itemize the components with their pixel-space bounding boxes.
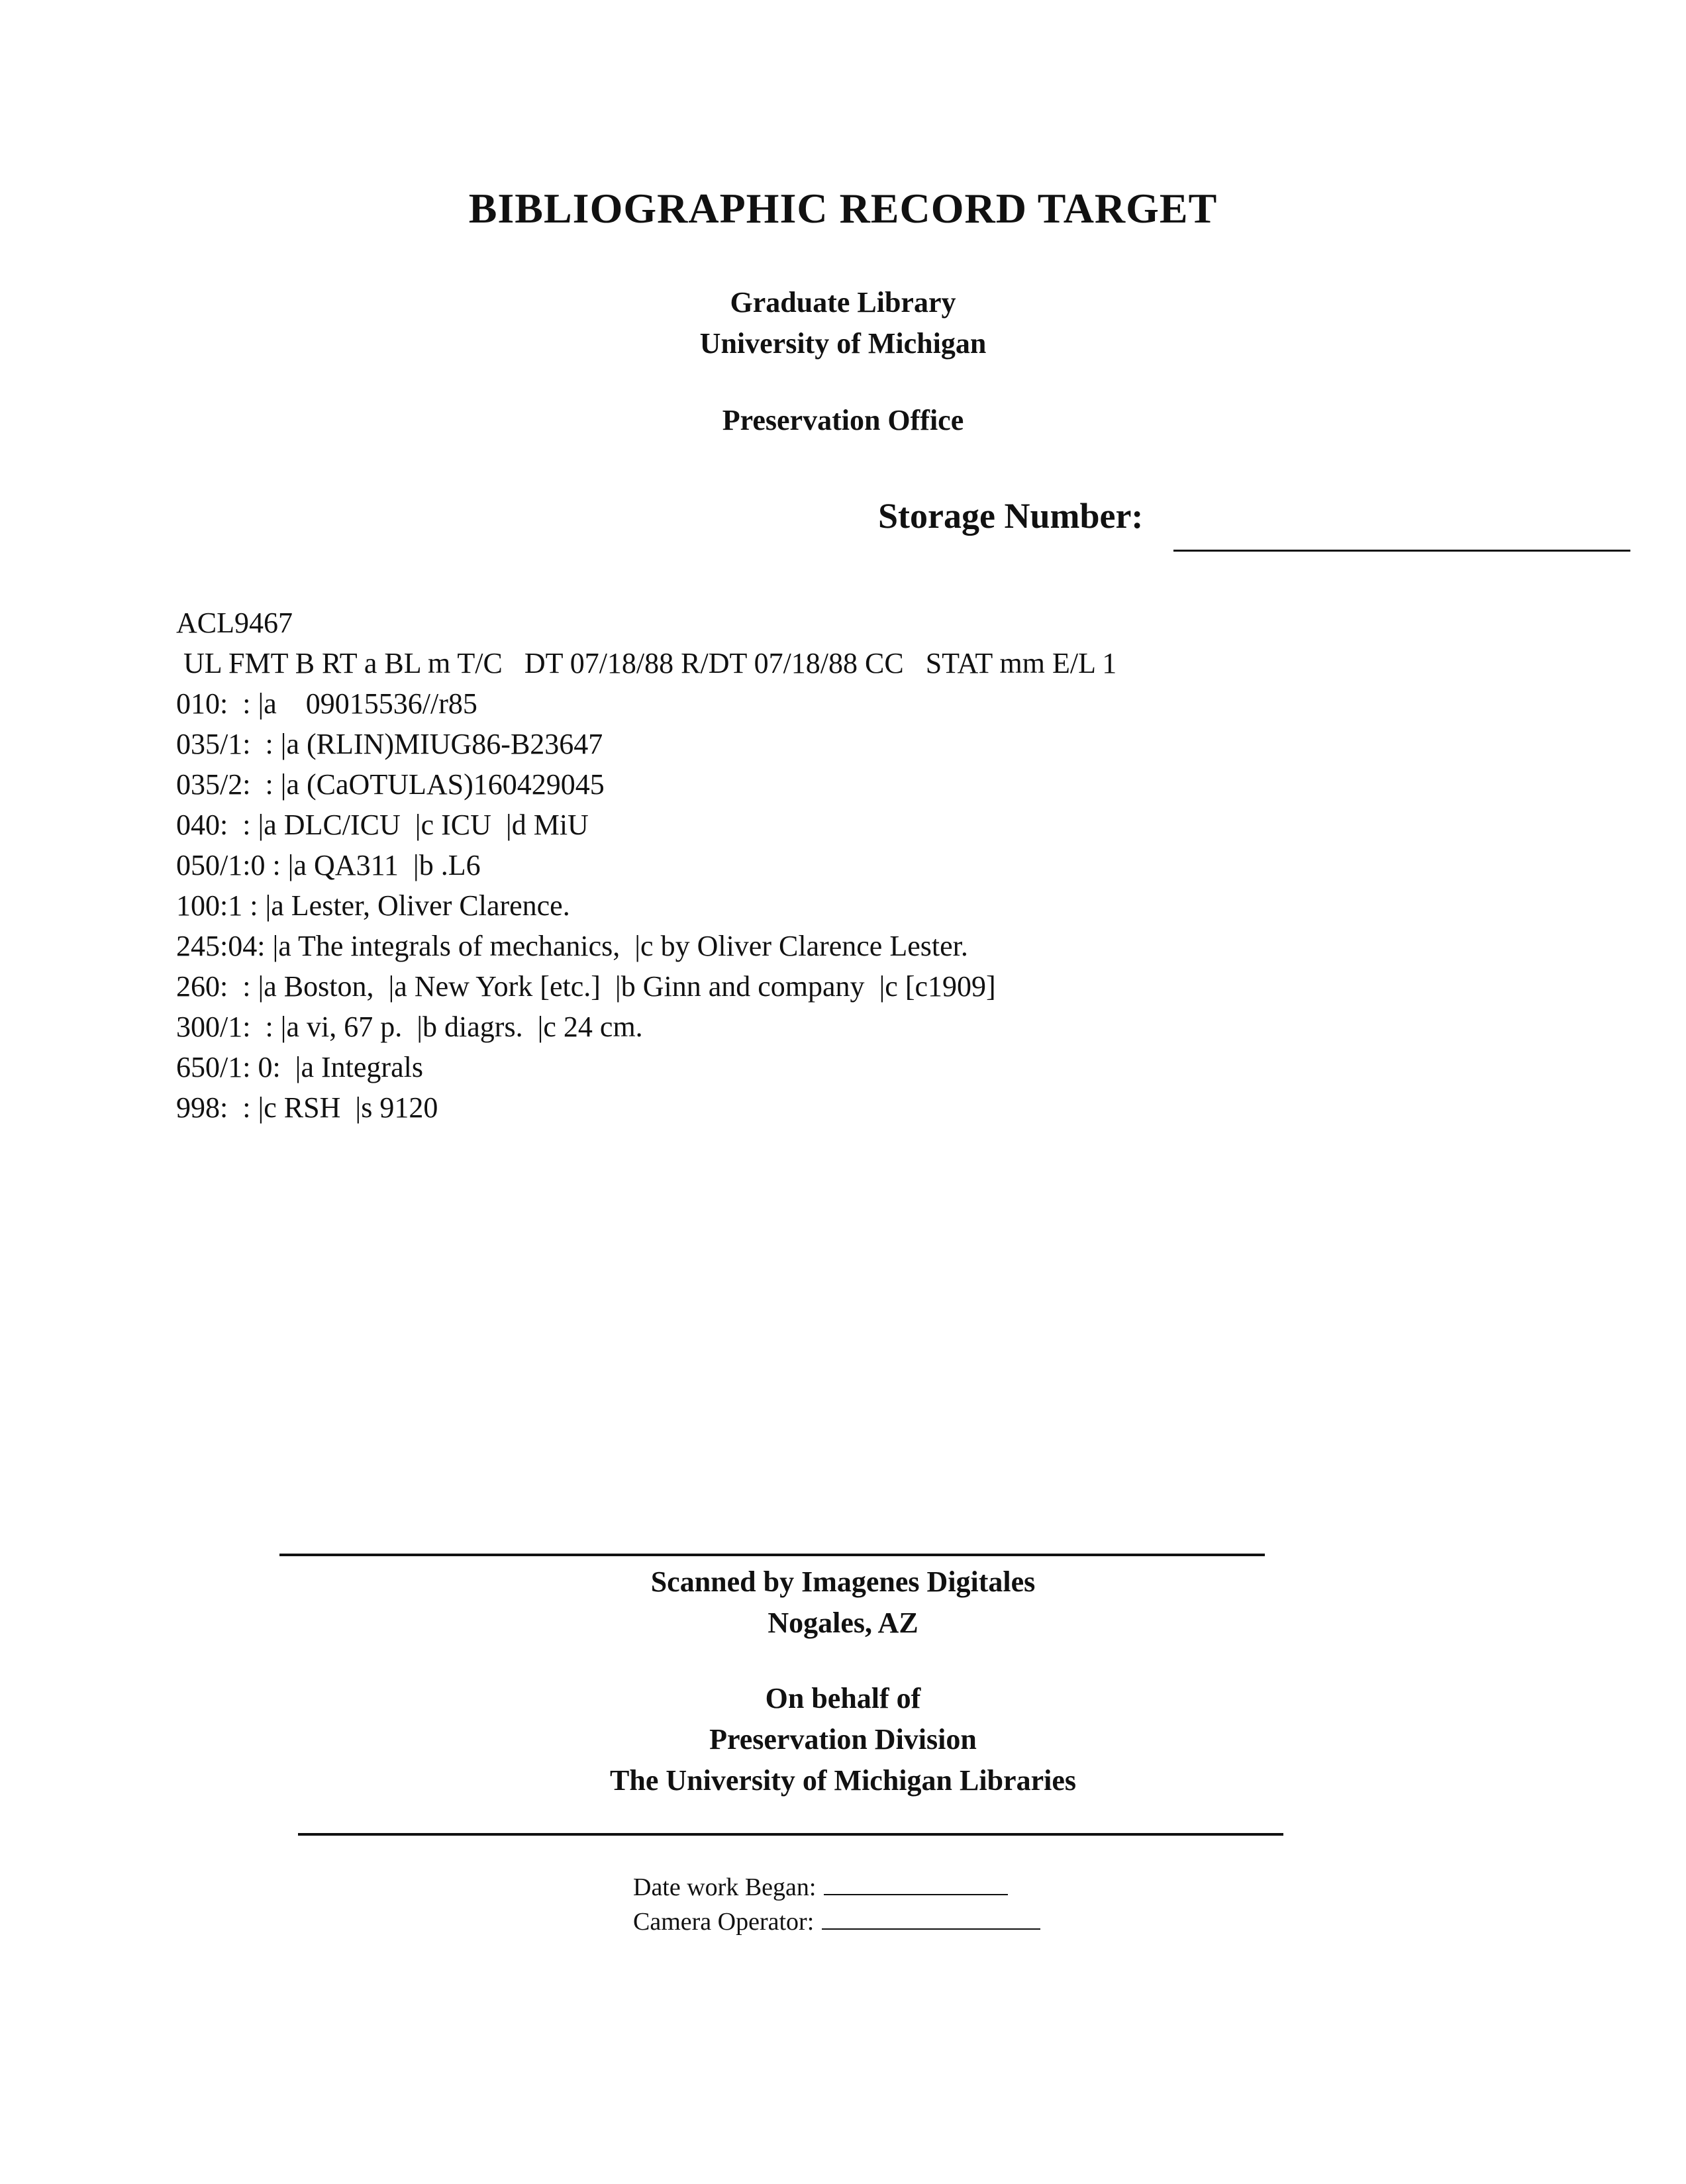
marc-record	[176, 603, 1116, 1128]
divider-bottom	[298, 1833, 1283, 1836]
scanned-by-text: Scanned by Imagenes Digitales	[650, 1565, 1036, 1598]
behalf-block	[0, 1678, 1686, 1801]
date-began-blank	[824, 1870, 1008, 1895]
storage-number-label: Storage Number:	[878, 496, 1144, 536]
work-log-form	[633, 1870, 1040, 1939]
record-line: 300/1: : |a vi, 67 p. |b diagrs. |c 24 cm.	[176, 1011, 643, 1043]
on-behalf-text: On behalf of	[765, 1682, 921, 1714]
scanner-block	[0, 1562, 1686, 1644]
date-began-row	[633, 1870, 1040, 1905]
record-line: 040: : |a DLC/ICU |c ICU |d MiU	[176, 809, 589, 841]
record-line: 650/1: 0: |a Integrals	[176, 1051, 423, 1083]
office-name: Preservation Office	[722, 404, 964, 436]
camera-operator-row	[633, 1905, 1040, 1939]
camera-operator-label: Camera Operator:	[633, 1908, 815, 1936]
record-line: 035/1: : |a (RLIN)MIUG86-B23647	[176, 728, 603, 760]
record-line: 035/2: : |a (CaOTULAS)160429045	[176, 768, 605, 801]
record-line: 010: : |a 09015536//r85	[176, 687, 477, 720]
library-name: Graduate Library	[730, 286, 956, 319]
divider-top	[279, 1554, 1265, 1556]
record-line: 260: : |a Boston, |a New York [etc.] |b Ginn and company |c [c1909]	[176, 970, 996, 1003]
libraries-name: The University of Michigan Libraries	[610, 1764, 1076, 1797]
division-name: Preservation Division	[709, 1723, 977, 1756]
record-line: UL FMT B RT a BL m T/C DT 07/18/88 R/DT 07/18/88 CC STAT mm E/L 1	[176, 647, 1117, 679]
institution-block	[0, 282, 1686, 364]
record-line: 245:04: |a The integrals of mechanics, |c by Oliver Clarence Lester.	[176, 930, 968, 962]
camera-operator-blank	[822, 1905, 1040, 1930]
scanner-location: Nogales, AZ	[768, 1607, 918, 1639]
record-line: 100:1 : |a Lester, Oliver Clarence.	[176, 889, 570, 922]
record-line: 050/1:0 : |a QA311 |b .L6	[176, 849, 481, 881]
page-title: BIBLIOGRAPHIC RECORD TARGET	[468, 185, 1218, 232]
record-line: ACL9467	[176, 607, 293, 639]
date-began-label: Date work Began:	[633, 1873, 817, 1901]
university-name: University of Michigan	[699, 327, 987, 360]
record-line: 998: : |c RSH |s 9120	[176, 1091, 438, 1124]
storage-number-blank	[1173, 550, 1630, 552]
